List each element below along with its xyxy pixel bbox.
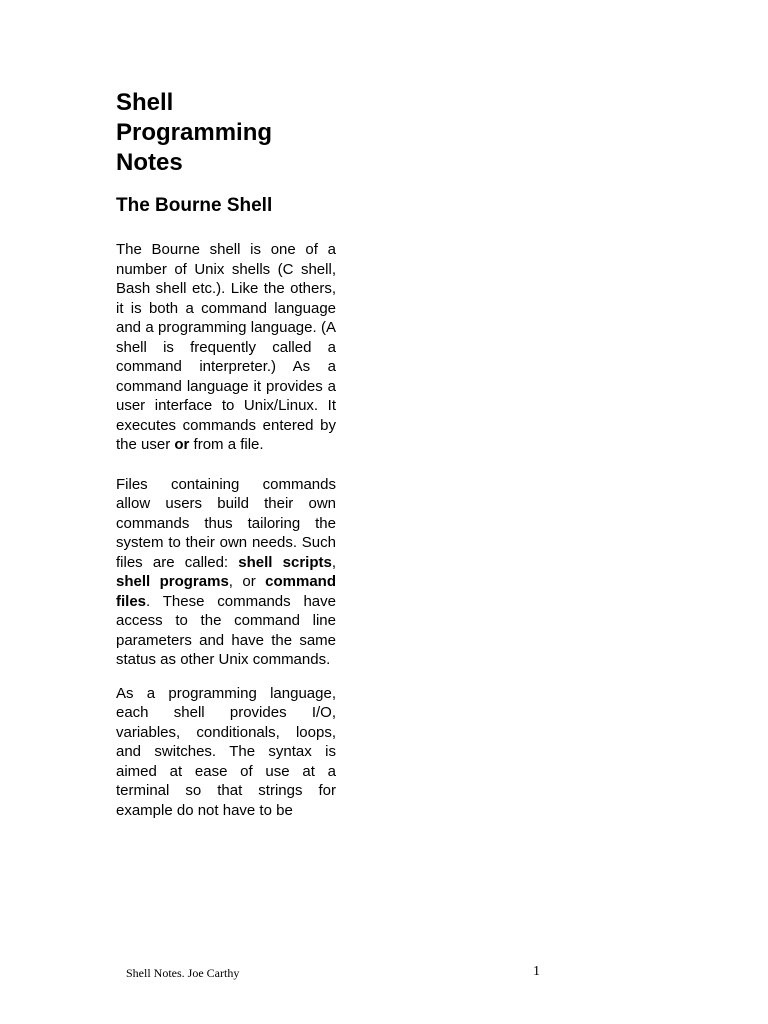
page-number: 1 bbox=[533, 964, 540, 979]
page-title bbox=[116, 88, 336, 178]
term-command-files: command files bbox=[116, 573, 336, 610]
section-heading: The Bourne Shell bbox=[116, 195, 273, 216]
paragraph-2-text-4: . These commands have access to the command line parameters and have the same status as other Unix commands. bbox=[116, 592, 336, 668]
paragraph-1 bbox=[116, 240, 336, 455]
paragraph-2-text-2: , bbox=[331, 553, 336, 571]
paragraph-2-text-3: , or bbox=[228, 573, 266, 590]
term-shell-programs: shell programs bbox=[116, 573, 229, 590]
paragraph-1-text-1: The Bourne shell is one of a number of Unix shells (C shell, Bash shell etc.). Like the others, it is both a command language and a programming language. (A shell is frequently called a command interpreter.) As a command language it provides a user interface to Unix/Linux. It executes commands entered by the user bbox=[116, 241, 336, 453]
title-line-1: Shell bbox=[116, 89, 174, 116]
title-line-2: Programming bbox=[116, 119, 273, 146]
title-line-3: Notes bbox=[116, 149, 183, 176]
paragraph-3: As a programming language, each shell provides I/O, variables, conditionals, loops, and switches. The syntax is aimed at ease of use at a terminal so that strings for example do not have to be bbox=[116, 684, 336, 819]
footer-text: Shell Notes. Joe Carthy bbox=[126, 966, 240, 980]
paragraph-1-bold-or: or bbox=[174, 436, 190, 453]
paragraph-2-text-1: Files containing commands allow users build their own commands thus tailoring the system to their own needs. Such files are called: bbox=[116, 475, 336, 571]
text-column bbox=[116, 88, 336, 820]
term-shell-scripts: shell scripts bbox=[238, 553, 332, 571]
paragraph-1-text-2: from a file. bbox=[189, 436, 264, 453]
paragraph-2 bbox=[116, 475, 336, 670]
